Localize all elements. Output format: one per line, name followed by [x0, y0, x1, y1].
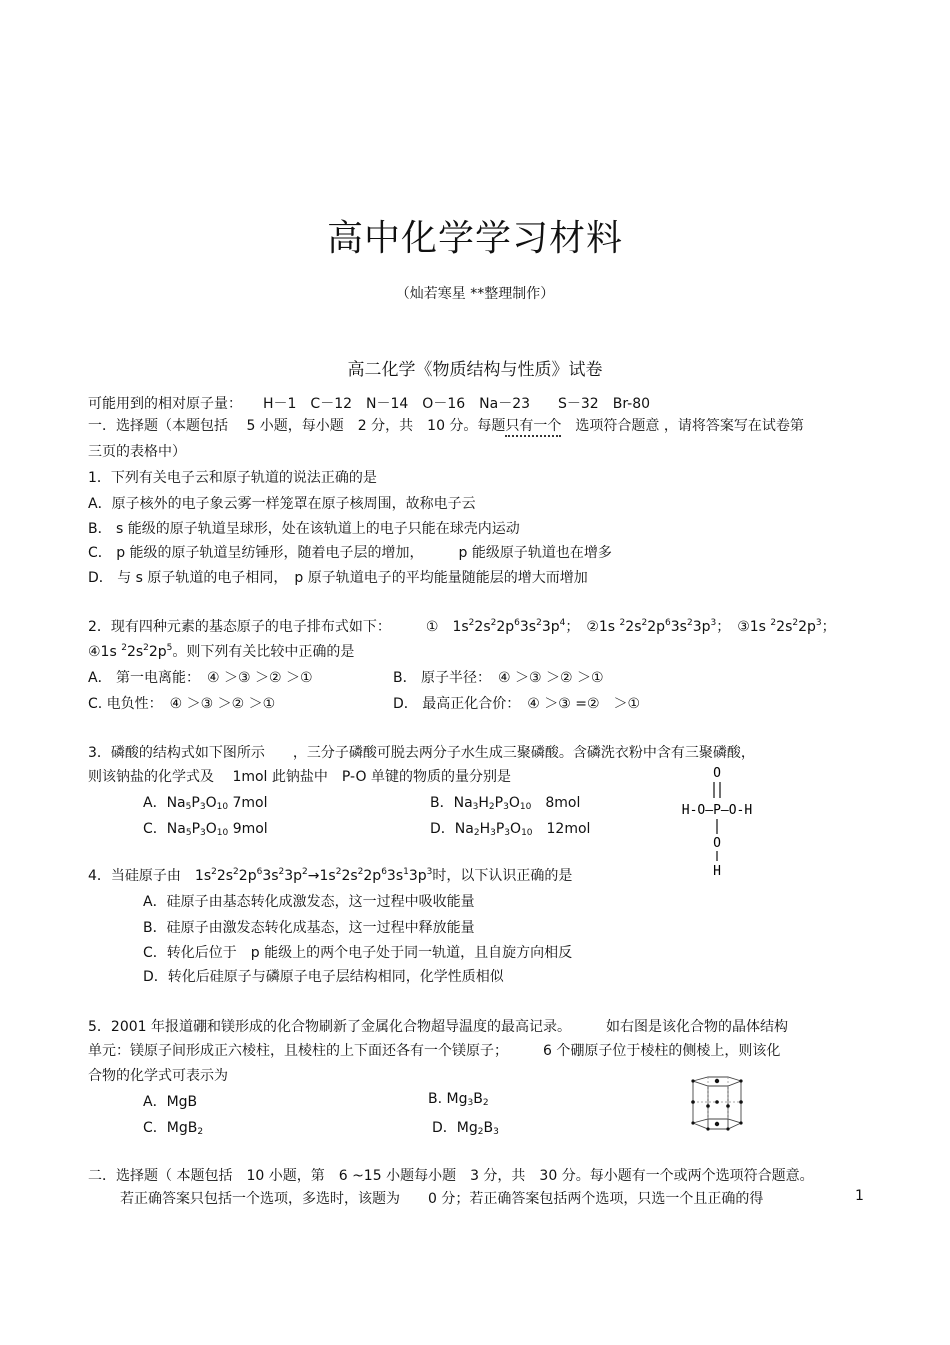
section2-intro: 二．选择题（ 本题包括 10 小题，第 6 ~15 小题每小题 3 分，共 30 分。每小题有一个或两个选项符合题意。	[88, 1168, 814, 1184]
q3-stem: 3．磷酸的结构式如下图所示 ，三分子磷酸可脱去两分子水生成三聚磷酸。含磷洗衣粉中含有三聚磷酸，	[88, 745, 755, 761]
phosphoric-acid-structure	[662, 762, 777, 882]
document-title: 高中化学学习材料	[326, 218, 623, 259]
structure-h-bottom: H	[713, 864, 721, 879]
structure-o-top: O	[713, 766, 721, 781]
atomic-masses: 可能用到的相对原子量： H－1 C－12 N－14 O－16 Na－23 S－32 Br-80	[88, 396, 651, 412]
q2-option-a: A． 第一电离能： ④ ＞③ ＞② ＞①	[88, 670, 313, 686]
q3-option-c: C．$Na_5P_3O_{10}$ 9mol	[143, 821, 268, 838]
crystal-structure-figure	[683, 1073, 748, 1138]
q5-option-b: B. $Mg_3B_2$	[428, 1091, 489, 1108]
q3-option-d: D．$Na_2H_3P_3O_{10}$ 12mol	[430, 821, 591, 838]
document-subtitle: （灿若寒星 **整理制作）	[395, 286, 555, 302]
q1-option-b: B． s 能级的原子轨道呈球形，处在该轨道上的电子只能在球壳内运动	[88, 521, 520, 537]
q3-stem-line2: 则该钠盐的化学式及 1mol 此钠盐中 P-O 单键的物质的量分别是	[88, 769, 511, 785]
q3-option-b: B．$Na_3H_2P_3O_{10}$ 8mol	[430, 795, 581, 812]
q5-stem: 5．2001 年报道硼和镁形成的化合物刷新了金属化合物超导温度的最高记录。 如右图是该化合物的晶体结构	[88, 1019, 788, 1035]
q4-option-b: B．硅原子由激发态转化成基态，这一过程中释放能量	[143, 920, 475, 936]
q5-stem-line2: 单元：镁原子间形成正六棱柱，且棱柱的上下面还各有一个镁原子； 6 个硼原子位于棱柱的侧棱上，则该化	[88, 1043, 781, 1059]
q4-option-d: D．转化后硅原子与磷原子电子层结构相同，化学性质相似	[143, 969, 504, 985]
q4-option-c: C．转化后位于 p 能级上的两个电子处于同一轨道，且自旋方向相反	[143, 945, 573, 961]
page-number: 1	[855, 1188, 864, 1204]
q2-option-c: C. 电负性： ④ ＞③ ＞② ＞①	[88, 696, 276, 712]
structure-o-bottom: O	[713, 836, 721, 851]
q1-stem: 1．下列有关电子云和原子轨道的说法正确的是	[88, 470, 377, 486]
q4-stem: 4．当硅原子由 $1s^22s^22p^63s^23p^2\to 1s^22s^22p^63s^13p^3$时，以下认识正确的是	[88, 867, 573, 884]
section1-intro: 一．选择题（本题包括 5 小题，每小题 2 分，共 10 分。每题只有一个 选项符合题意 ，请将答案写在试卷第	[88, 415, 804, 435]
q5-option-c: C．MgB$_2$	[143, 1120, 204, 1137]
section2-intro-line2: 若正确答案只包括一个选项，多选时，该题为 0 分；若正确答案包括两个选项，只选一个且正确的得	[120, 1191, 764, 1207]
q2-option-d: D． 最高正化合价： ④ ＞③ =② ＞①	[393, 696, 641, 712]
q5-option-a: A．MgB	[143, 1094, 198, 1110]
structure-row: H-O—P—O-H	[681, 803, 753, 818]
q1-option-c: C． p 能级的原子轨道呈纺锤形，随着电子层的增加， p 能级原子轨道也在增多	[88, 545, 612, 561]
q3-option-a: A．$Na_5P_3O_{10}$ 7mol	[143, 795, 268, 812]
section1-intro-line2: 三页的表格中）	[88, 444, 186, 460]
q1-option-a: A．原子核外的电子象云雾一样笼罩在原子核周围，故称电子云	[88, 496, 476, 512]
q1-option-d: D． 与 s 原子轨道的电子相同， p 原子轨道电子的平均能量随能层的增大而增加	[88, 570, 588, 586]
q2-option-b: B． 原子半径： ④ ＞③ ＞② ＞①	[393, 670, 604, 686]
q5-stem-line3: 合物的化学式可表示为	[88, 1068, 228, 1084]
q4-option-a: A．硅原子由基态转化成激发态，这一过程中吸收能量	[143, 894, 475, 910]
q5-option-d: D．$Mg_2B_3$	[432, 1120, 499, 1137]
exam-title: 高二化学《物质结构与性质》试卷	[347, 360, 603, 380]
q2-stem-line2: ④1s $^22s^22p^5$。则下列有关比较中正确的是	[88, 643, 355, 660]
q2-stem: 2．现有四种元素的基态原子的电子排布式如下： ① $1s^22s^22p^63s^23p^4$； ②1s $^22s^22p^63s^23p^3$； ③1s $^22s^22p^3$；	[88, 618, 836, 635]
